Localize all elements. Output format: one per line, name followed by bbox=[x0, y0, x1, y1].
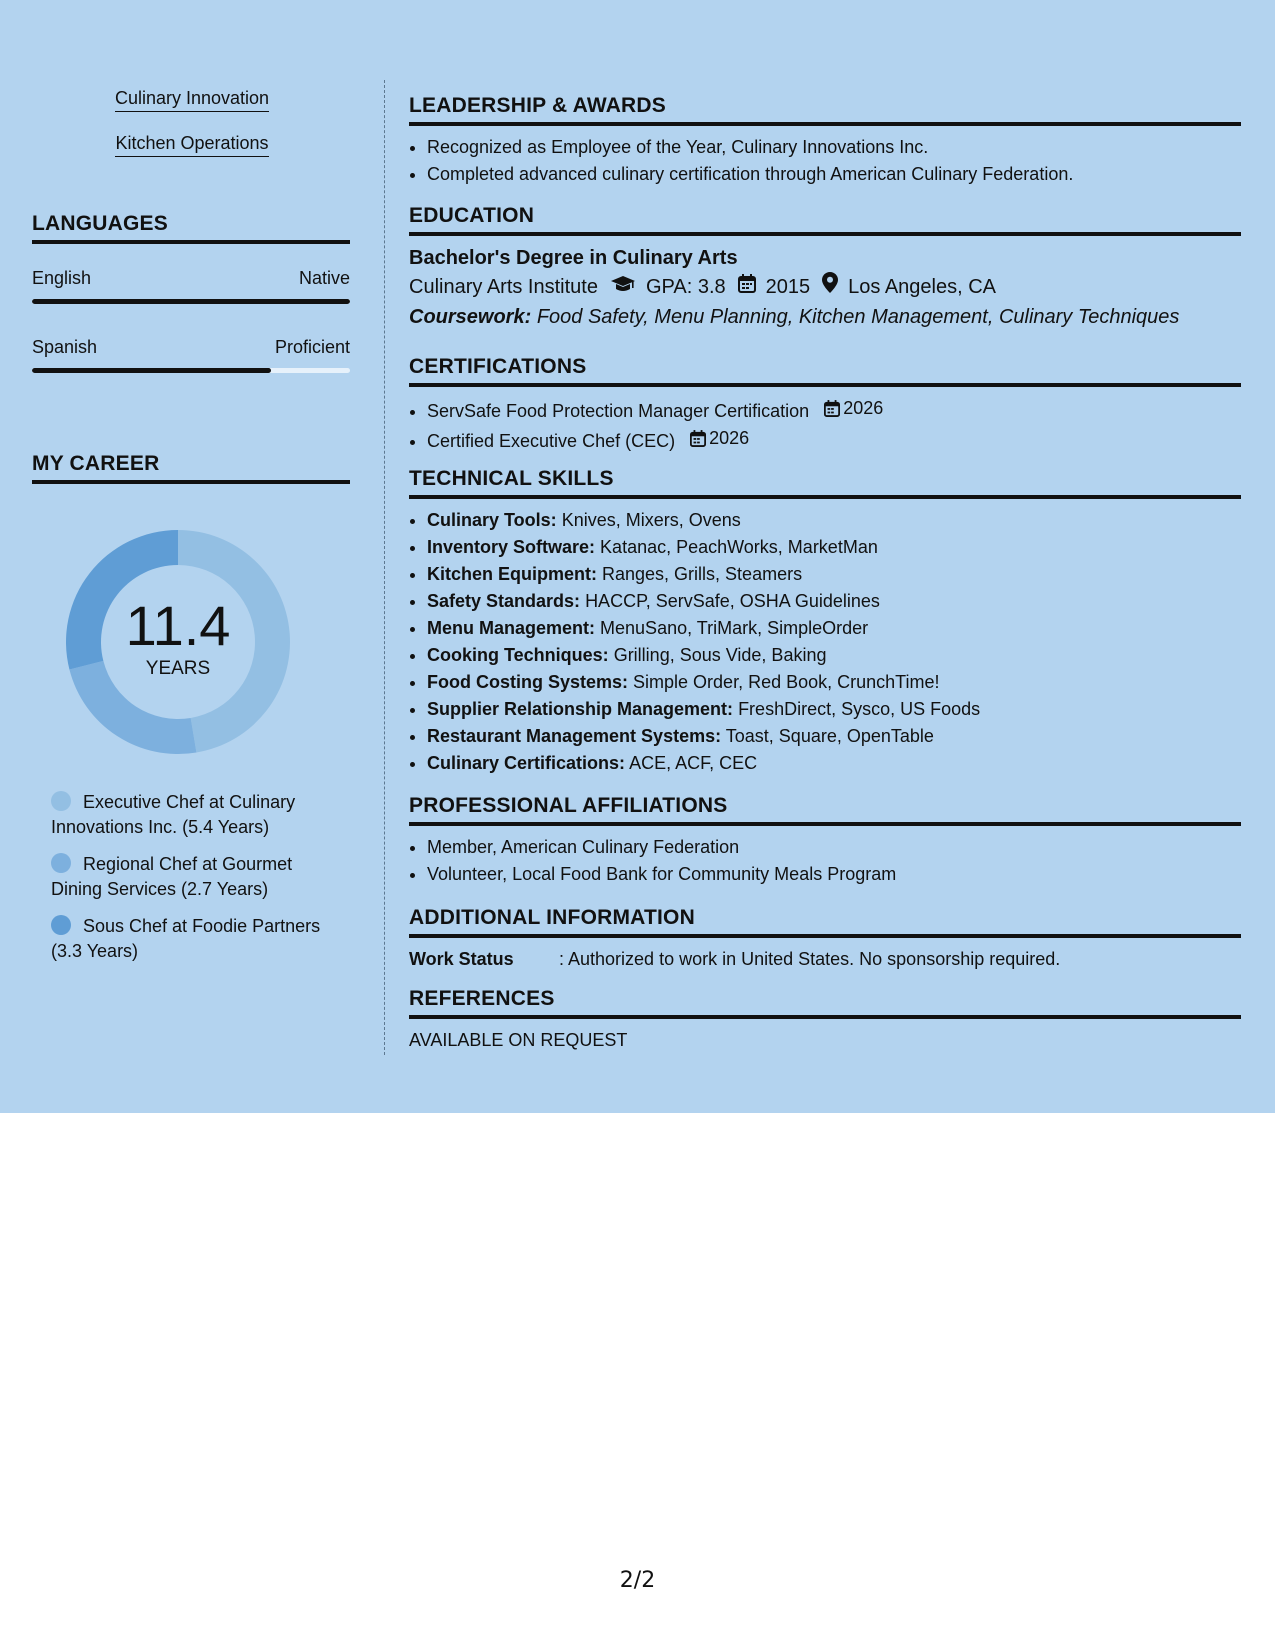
certifications-section bbox=[409, 355, 1241, 455]
list-item: • Recognized as Employee of the Year, Culinary Innovations Inc. bbox=[427, 134, 1241, 161]
skill-item bbox=[427, 750, 1241, 777]
skill-value: HACCP, ServSafe, OSHA Guidelines bbox=[585, 591, 880, 611]
skill-label: Culinary Certifications: bbox=[427, 753, 626, 773]
skill-value: Katanac, PeachWorks, MarketMan bbox=[600, 537, 878, 557]
certifications-heading: CERTIFICATIONS bbox=[409, 355, 1241, 387]
skill-value: Grilling, Sous Vide, Baking bbox=[613, 645, 827, 665]
graduation-cap-icon bbox=[610, 272, 636, 302]
leadership-section bbox=[409, 94, 1241, 188]
skill-value: Knives, Mixers, Ovens bbox=[561, 510, 741, 530]
list-item: • Volunteer, Local Food Bank for Community Meals Program bbox=[427, 861, 1241, 888]
skill-item bbox=[427, 696, 1241, 723]
skill-label: Restaurant Management Systems: bbox=[427, 726, 722, 746]
skill-item bbox=[427, 588, 1241, 615]
skill-item bbox=[427, 561, 1241, 588]
skill-item bbox=[427, 507, 1241, 534]
coursework bbox=[409, 302, 1241, 332]
leadership-list bbox=[409, 134, 1241, 188]
language-bar-english bbox=[32, 299, 350, 304]
certification-name: Certified Executive Chef (CEC) bbox=[427, 431, 676, 451]
school-location: Los Angeles, CA bbox=[848, 276, 997, 298]
language-bar-spanish bbox=[32, 368, 350, 373]
legend-item bbox=[51, 852, 331, 902]
languages-heading: LANGUAGES bbox=[32, 212, 350, 244]
legend-dot-icon bbox=[51, 915, 71, 935]
language-name: Spanish bbox=[32, 337, 98, 357]
certifications-list bbox=[409, 395, 1241, 455]
skill-item bbox=[427, 669, 1241, 696]
skill-label: Menu Management: bbox=[427, 618, 596, 638]
certification-name: ServSafe Food Protection Manager Certification bbox=[427, 401, 810, 421]
skill-item bbox=[427, 642, 1241, 669]
education-heading: EDUCATION bbox=[409, 204, 1241, 236]
skill-label: Kitchen Equipment: bbox=[427, 564, 597, 584]
skill-item bbox=[427, 723, 1241, 750]
skill-value: MenuSano, TriMark, SimpleOrder bbox=[600, 618, 869, 638]
leadership-heading: LEADERSHIP & AWARDS bbox=[409, 94, 1241, 126]
affiliations-heading: PROFESSIONAL AFFILIATIONS bbox=[409, 794, 1241, 826]
skill-value: ACE, ACF, CEC bbox=[629, 753, 758, 773]
skill-item bbox=[427, 534, 1241, 561]
certification-date bbox=[824, 395, 883, 422]
graduation-year: 2015 bbox=[765, 276, 811, 298]
education-details bbox=[409, 272, 1241, 302]
legend-dot-icon bbox=[51, 791, 71, 811]
work-status-row bbox=[409, 946, 1241, 973]
list-item: • Completed advanced culinary certification through American Culinary Federation. bbox=[427, 161, 1241, 188]
list-item bbox=[427, 395, 1241, 425]
certification-date bbox=[690, 425, 749, 452]
work-status-label: Work Status bbox=[409, 949, 514, 969]
certification-year: 2026 bbox=[709, 428, 750, 448]
calendar-icon bbox=[738, 272, 756, 302]
gpa: GPA: 3.8 bbox=[645, 276, 726, 298]
language-bar-fill bbox=[32, 368, 271, 373]
coursework-list: Food Safety, Menu Planning, Kitchen Management, Culinary Techniques bbox=[536, 306, 1180, 328]
donut-center bbox=[66, 530, 290, 754]
skill-label: Inventory Software: bbox=[427, 537, 596, 557]
education-section bbox=[409, 204, 1241, 332]
technical-skills-list bbox=[409, 507, 1241, 777]
affiliations-section bbox=[409, 794, 1241, 888]
language-row-english bbox=[32, 268, 350, 289]
technical-skills-section bbox=[409, 467, 1241, 777]
skill-value: FreshDirect, Sysco, US Foods bbox=[738, 699, 981, 719]
page-number: 2/2 bbox=[619, 1568, 656, 1593]
skill-link-kitchen-operations[interactable] bbox=[32, 133, 352, 154]
language-row-spanish bbox=[32, 337, 350, 358]
skill-link-label: Culinary Innovation bbox=[115, 88, 269, 112]
language-name: English bbox=[32, 268, 92, 288]
skill-value: Toast, Square, OpenTable bbox=[725, 726, 934, 746]
school-name: Culinary Arts Institute bbox=[409, 276, 598, 298]
career-total-years: 11.4 bbox=[125, 594, 231, 657]
certification-year: 2026 bbox=[843, 398, 884, 418]
work-status-value: : Authorized to work in United States. No sponsorship required. bbox=[559, 949, 1061, 969]
calendar-icon bbox=[690, 430, 706, 447]
additional-info-section bbox=[409, 906, 1241, 973]
affiliations-list bbox=[409, 834, 1241, 888]
skill-link-culinary-innovation[interactable] bbox=[32, 88, 352, 109]
skill-label: Supplier Relationship Management: bbox=[427, 699, 734, 719]
career-total-unit: YEARS bbox=[145, 658, 211, 679]
skill-label: Culinary Tools: bbox=[427, 510, 557, 530]
legend-item bbox=[51, 790, 331, 840]
list-item bbox=[427, 425, 1241, 455]
legend-label: Regional Chef at Gourmet Dining Services (2.7 Years) bbox=[51, 854, 293, 899]
legend-dot-icon bbox=[51, 853, 71, 873]
career-legend bbox=[51, 790, 331, 976]
references-section bbox=[409, 987, 1241, 1054]
skill-label: Food Costing Systems: bbox=[427, 672, 629, 692]
list-item: • Member, American Culinary Federation bbox=[427, 834, 1241, 861]
skill-item bbox=[427, 615, 1241, 642]
references-text: AVAILABLE ON REQUEST bbox=[409, 1030, 628, 1050]
language-level: Proficient bbox=[274, 337, 350, 357]
legend-label: Sous Chef at Foodie Partners (3.3 Years) bbox=[51, 916, 321, 961]
degree-title: Bachelor's Degree in Culinary Arts bbox=[409, 247, 738, 269]
column-divider bbox=[384, 80, 385, 1055]
location-pin-icon bbox=[822, 272, 838, 302]
language-level: Native bbox=[298, 268, 350, 288]
technical-skills-heading: TECHNICAL SKILLS bbox=[409, 467, 1241, 499]
legend-item bbox=[51, 914, 331, 964]
coursework-label: Coursework: bbox=[409, 306, 532, 328]
calendar-icon bbox=[824, 400, 840, 417]
additional-info-heading: ADDITIONAL INFORMATION bbox=[409, 906, 1241, 938]
skill-value: Ranges, Grills, Steamers bbox=[602, 564, 803, 584]
career-heading: MY CAREER bbox=[32, 452, 350, 484]
skill-link-label: Kitchen Operations bbox=[115, 133, 268, 157]
language-bar-fill bbox=[32, 299, 350, 304]
skill-label: Safety Standards: bbox=[427, 591, 581, 611]
skill-value: Simple Order, Red Book, CrunchTime! bbox=[633, 672, 940, 692]
legend-label: Executive Chef at Culinary Innovations Inc. (5.4 Years) bbox=[51, 792, 296, 837]
skill-label: Cooking Techniques: bbox=[427, 645, 609, 665]
references-heading: REFERENCES bbox=[409, 987, 1241, 1019]
career-donut-chart bbox=[66, 530, 290, 754]
